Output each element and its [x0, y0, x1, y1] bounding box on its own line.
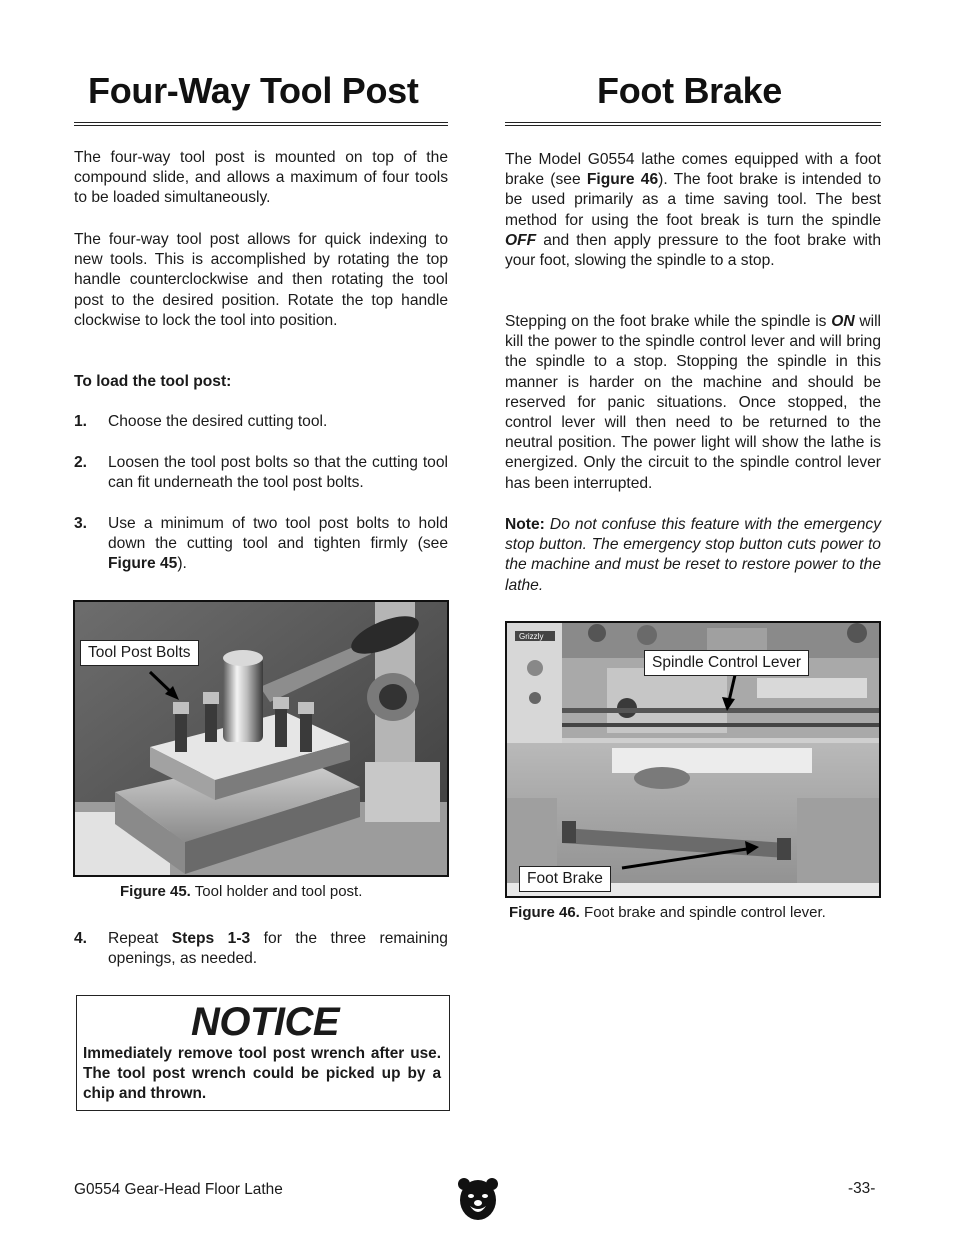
foot-brake-note	[505, 515, 881, 596]
step-1	[74, 412, 448, 432]
step-2	[74, 453, 448, 493]
title-rule	[74, 122, 448, 126]
section-title-tool-post: Four-Way Tool Post	[88, 70, 419, 111]
grizzly-bear-logo-icon	[458, 1176, 498, 1222]
notice-body: Immediately remove tool post wrench after use. The tool post wrench could be picked up by a chip and thrown.	[83, 1045, 441, 1103]
foot-brake-paragraph-1: The Model G0554 lathe comes equipped with a foot brake (see Figure 46). The foot brake is intended to be used primarily as a time saving tool. The best method for using the foot break is turn the spindle OFF and then apply pressure to the foot brake with your foot, slowing the spindle to a stop.	[505, 151, 881, 270]
notice-box	[76, 995, 450, 1111]
step-text: Choose the desired cutting tool.	[108, 413, 328, 430]
step-text: Use a minimum of two tool post bolts to hold down the cutting tool and tighten firmly (see Figure 45).	[108, 515, 448, 573]
panel-brand-text: Grizzly	[519, 632, 544, 641]
steps-reference: Steps 1-3	[171, 930, 251, 947]
figure-45-caption: Figure 45. Tool holder and tool post.	[120, 883, 363, 900]
footer-manual-title: G0554 Gear-Head Floor Lathe	[74, 1181, 283, 1198]
notice-title: NOTICE	[191, 1000, 340, 1044]
callout-foot-brake: Foot Brake	[519, 866, 611, 892]
callout-tool-post-bolts: Tool Post Bolts	[80, 640, 199, 666]
step-number: 4.	[74, 930, 88, 947]
step-number: 2.	[74, 454, 88, 471]
figure-reference: Figure 45	[108, 555, 178, 573]
step-number: 1.	[74, 413, 88, 430]
step-3	[74, 514, 448, 575]
step-text: Loosen the tool post bolts so that the cutting tool can fit underneath the tool post bolts.	[108, 454, 448, 492]
on-term: ON	[831, 313, 855, 330]
callout-spindle-control-lever: Spindle Control Lever	[644, 650, 809, 676]
step-4	[74, 929, 448, 969]
tool-post-intro-1: The four-way tool post is mounted on top of the compound slide, and allows a maximum of four tools to be loaded simultaneously.	[74, 149, 448, 207]
step-text: Repeat Steps 1-3 for the three remaining openings, as needed.	[108, 930, 448, 968]
page-number: -33-	[848, 1180, 876, 1197]
note-text: Do not confuse this feature with the emergency stop button. The emergency stop button cuts power to the machine and must be reset to restore power to the lathe.	[505, 516, 881, 594]
off-term: OFF	[505, 231, 537, 249]
tool-post-intro-2: The four-way tool post allows for quick indexing to new tools. This is accomplished by rotating the top handle counterclockwise and then rotating the tool post to the desired position. Rotate the top handle clockwise to lock the tool into position.	[74, 231, 448, 329]
figure-46-caption: Figure 46. Foot brake and spindle control lever.	[509, 904, 826, 921]
section-title-foot-brake: Foot Brake	[597, 70, 783, 111]
title-rule	[505, 122, 881, 126]
note-label: Note:	[505, 516, 545, 533]
figure-reference: Figure 46	[586, 171, 659, 189]
procedure-heading: To load the tool post:	[74, 373, 232, 390]
foot-brake-paragraph-2: Stepping on the foot brake while the spindle is ON will kill the power to the spindle control lever and will bring the spindle to a stop. Stopping the spindle in this manner is harder on the machine and should be reserved for panic situations. Once stopped, the control lever will then need to be returned to the neutral position. The power light will show the lathe is energized. Only the circuit to the spindle control lever has been interrupted.	[505, 313, 881, 492]
step-number: 3.	[74, 515, 88, 532]
